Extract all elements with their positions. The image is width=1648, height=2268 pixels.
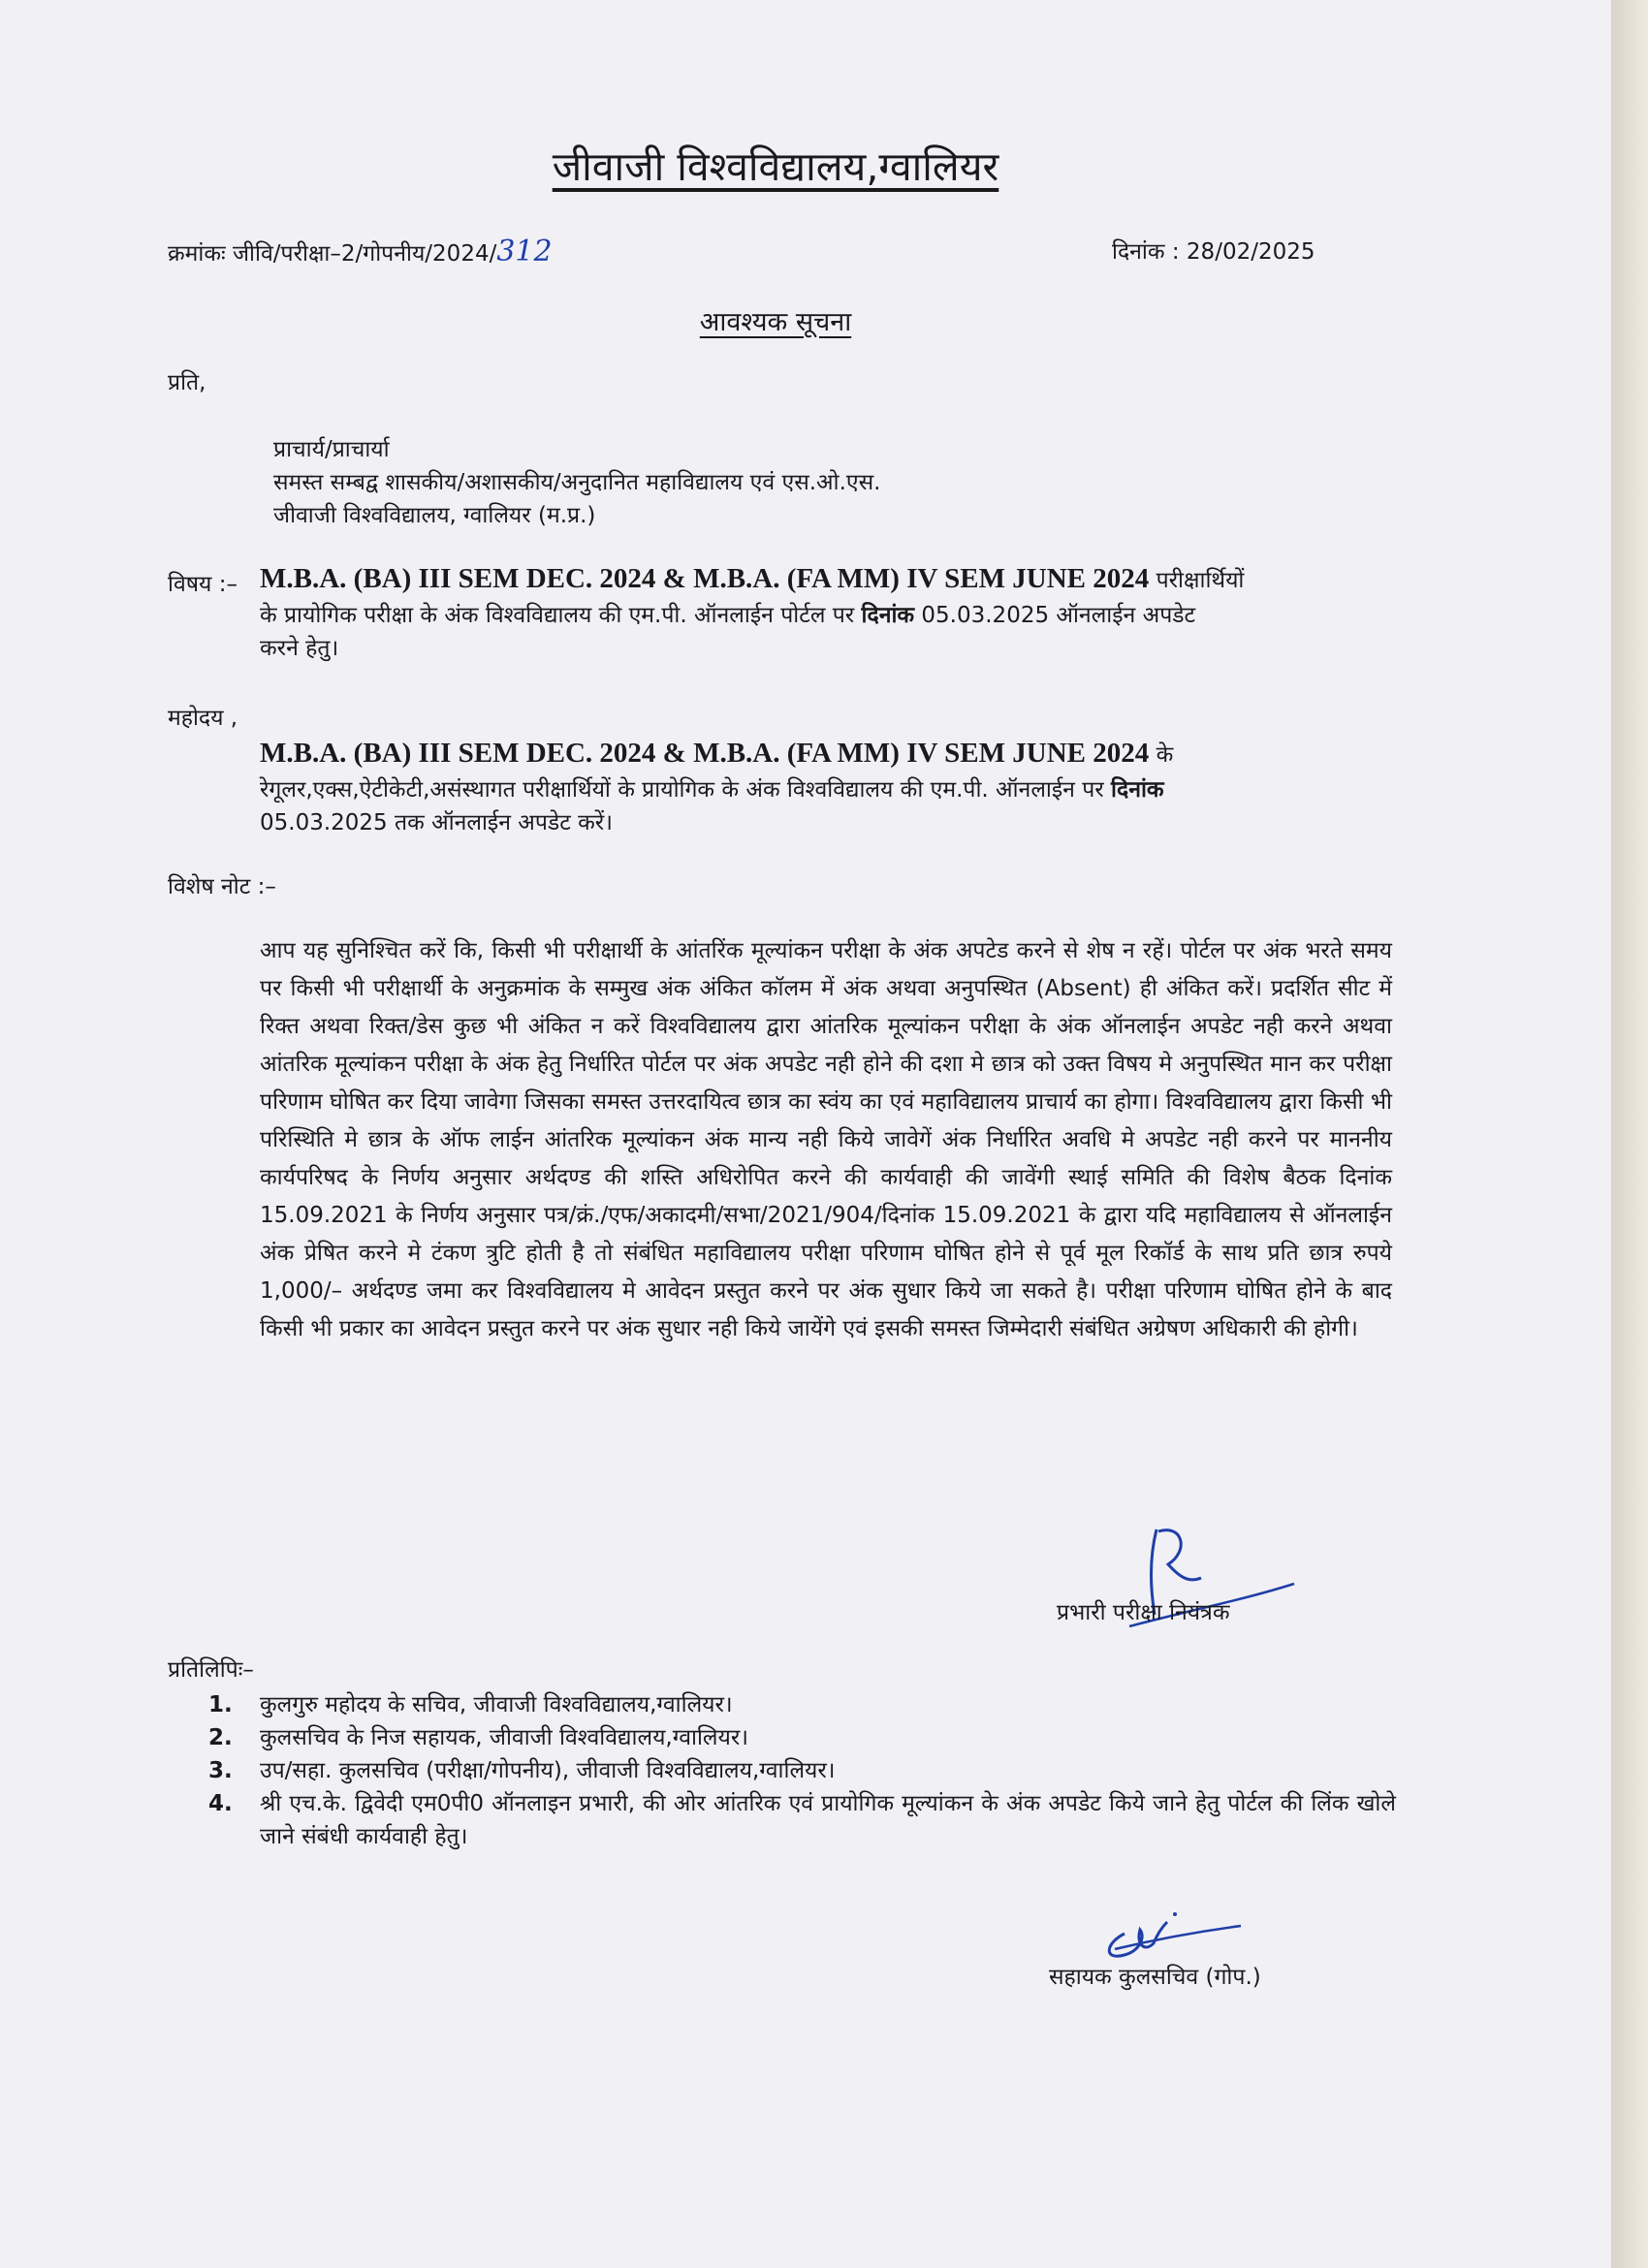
signatory-exam-controller: प्रभारी परीक्षा नियंत्रक xyxy=(1057,1600,1230,1625)
copy-to-number: 2. xyxy=(208,1725,233,1750)
subject-text: के प्रायोगिक परीक्षा के अंक विश्वविद्यालय की एम.पी. ऑनलाईन पोर्टल पर xyxy=(260,603,855,628)
copy-to-item xyxy=(208,1787,1396,1853)
copy-to-number: 4. xyxy=(208,1791,233,1816)
copy-to-number: 1. xyxy=(208,1692,233,1717)
copy-to-item xyxy=(208,1754,1396,1787)
recipient-line: जीवाजी विश्वविद्यालय, ग्वालियर (म.प्र.) xyxy=(273,503,596,528)
copy-to-text: कुलगुरु महोदय के सचिव, जीवाजी विश्वविद्यालय,ग्वालियर। xyxy=(260,1692,733,1717)
body-course: M.B.A. (BA) III SEM DEC. 2024 & M.B.A. (FA MM) IV SEM JUNE 2024 xyxy=(260,738,1150,769)
subject-after-course: परीक्षार्थियों xyxy=(1156,568,1245,593)
subject-course: M.B.A. (BA) III SEM DEC. 2024 & M.B.A. (FA MM) IV SEM JUNE 2024 xyxy=(260,563,1150,594)
special-note-label: विशेष नोट :– xyxy=(168,874,276,899)
subject-line-3: करने हेतु। xyxy=(260,636,339,661)
subject-label: विषय :– xyxy=(168,572,238,597)
paper-edge xyxy=(1611,0,1648,2268)
body-line-2 xyxy=(260,773,1164,806)
subject-date-label: दिनांक xyxy=(861,603,915,628)
recipient-line: प्राचार्य/प्राचार्या xyxy=(273,437,390,462)
recipient-label: प्रति, xyxy=(168,370,206,395)
body-date-label: दिनांक xyxy=(1111,777,1164,803)
reference-prefix: क्रमांकः जीवि/परीक्षा–2/गोपनीय/2024/ xyxy=(168,241,497,267)
copy-to-number: 3. xyxy=(208,1758,233,1783)
issue-date: दिनांक : 28/02/2025 xyxy=(1112,239,1315,265)
copy-to-item xyxy=(208,1688,1396,1721)
copy-to-text: श्री एच.के. द्विवेदी एम0पी0 ऑनलाइन प्रभारी, की ओर आंतरिक एवं प्रायोगिक मूल्यांकन के अंक अपडेट किये जाने हेतु पोर्टल की लिंक खोले जाने संबंधी कार्यवाही हेतु। xyxy=(260,1791,1396,1849)
subject-line-2 xyxy=(260,599,1195,632)
salutation: महोदय , xyxy=(168,706,238,731)
body-text: रेगूलर,एक्स,ऐटीकेटी,असंस्थागत परीक्षार्थियों के प्रायोगिक के अंक विश्वविद्यालय की एम.पी. ऑनलाईन पर xyxy=(260,777,1104,803)
university-title: जीवाजी विश्वविद्यालय,ग्वालियर xyxy=(552,143,999,190)
copy-to-item xyxy=(208,1721,1396,1754)
recipient-line: समस्त सम्बद्व शासकीय/अशासकीय/अनुदानित महाविद्यालय एवं एस.ओ.एस. xyxy=(273,470,881,495)
subject-date-value: 05.03.2025 ऑनलाईन अपडेट xyxy=(921,603,1196,628)
body-after-course: के xyxy=(1156,742,1174,768)
copy-to-list xyxy=(208,1688,1396,1853)
handwritten-reference-number: 312 xyxy=(496,235,553,268)
notice-heading: आवश्यक सूचना xyxy=(699,307,852,337)
subject-line-1 xyxy=(260,562,1413,597)
copy-to-label: प्रतिलिपिः– xyxy=(168,1657,254,1683)
copy-to-text: कुलसचिव के निज सहायक, जीवाजी विश्वविद्यालय,ग्वालियर। xyxy=(260,1725,748,1750)
copy-to-text: उप/सहा. कुलसचिव (परीक्षा/गोपनीय), जीवाजी विश्वविद्यालय,ग्वालियर। xyxy=(260,1758,836,1783)
body-line-3: 05.03.2025 तक ऑनलाईन अपडेट करें। xyxy=(260,810,613,835)
reference-number xyxy=(168,235,553,268)
special-note-text: आप यह सुनिश्चित करें कि, किसी भी परीक्षार्थी के आंतरिंक मूल्यांकन परीक्षा के अंक अपटेड करने से शेष न रहें। पोर्टल पर अंक भरते समय पर किसी भी परीक्षार्थी के अनुक्रमांक के सम्मुख अंक अंकित कॉलम में अंक अथवा अनुपस्थित (Absent) ही अंकित करें। प्रदर्शित सीट में रिक्त अथवा रिक्त/डेस कुछ भी अंकित न करें विश्वविद्यालय द्वारा आंतरिक मूल्यांकन परीक्षा के अंक ऑनलाईन अपडेट नही करने अथवा आंतरिक मूल्यांकन परीक्षा के अंक हेतु निर्धारित पोर्टल पर अंक अपडेट नही होने की दशा मे छात्र को उक्त विषय मे अनुपस्थित मान कर परीक्षा परिणाम घोषित कर दिया जावेगा जिसका समस्त उत्तरदायित्व छात्र का स्वंय का एवं महाविद्यालय प्राचार्य का होगा। विश्वविद्यालय द्वारा किसी भी परिस्थिति मे छात्र के ऑफ लाईन आंतरिक मूल्यांकन अंक मान्य नही किये जावेगें अंक निर्धारित अवधि मे अपडेट नही करने पर माननीय कार्यपरिषद के निर्णय अनुसार अर्थदण्ड की शस्ति अधिरोपित करने की कार्यवाही की जावेंगी स्थाई समिति की विशेष बैठक दिनांक 15.09.2021 के निर्णय अनुसार पत्र/क्रं./एफ/अकादमी/सभा/2021/904/दिनांक 15.09.2021 के द्वारा यदि महाविद्यालय से ऑनलाईन अंक प्रेषित करने मे टंकण त्रुटि होती है तो संबंधित महाविद्यालय परीक्षा परिणाम घोषित होने से पूर्व मूल रिकॉर्ड के साथ प्रति छात्र रुपये 1,000/– अर्थदण्ड जमा कर विश्वविद्यालय मे आवेदन प्रस्तुत करने पर अंक सुधार किये जा सकते है। परीक्षा परिणाम घोषित होने के बाद किसी भी प्रकार का आवेदन प्रस्तुत करने पर अंक सुधार नही किये जायेंगे एवं इसकी समस्त जिम्मेदारी संबंधित अग्रेषण अधिकारी की होगी। xyxy=(260,938,1392,1341)
body-line-1 xyxy=(260,737,1173,772)
signatory-assistant-registrar: सहायक कुलसचिव (गोप.) xyxy=(1049,1965,1261,1990)
